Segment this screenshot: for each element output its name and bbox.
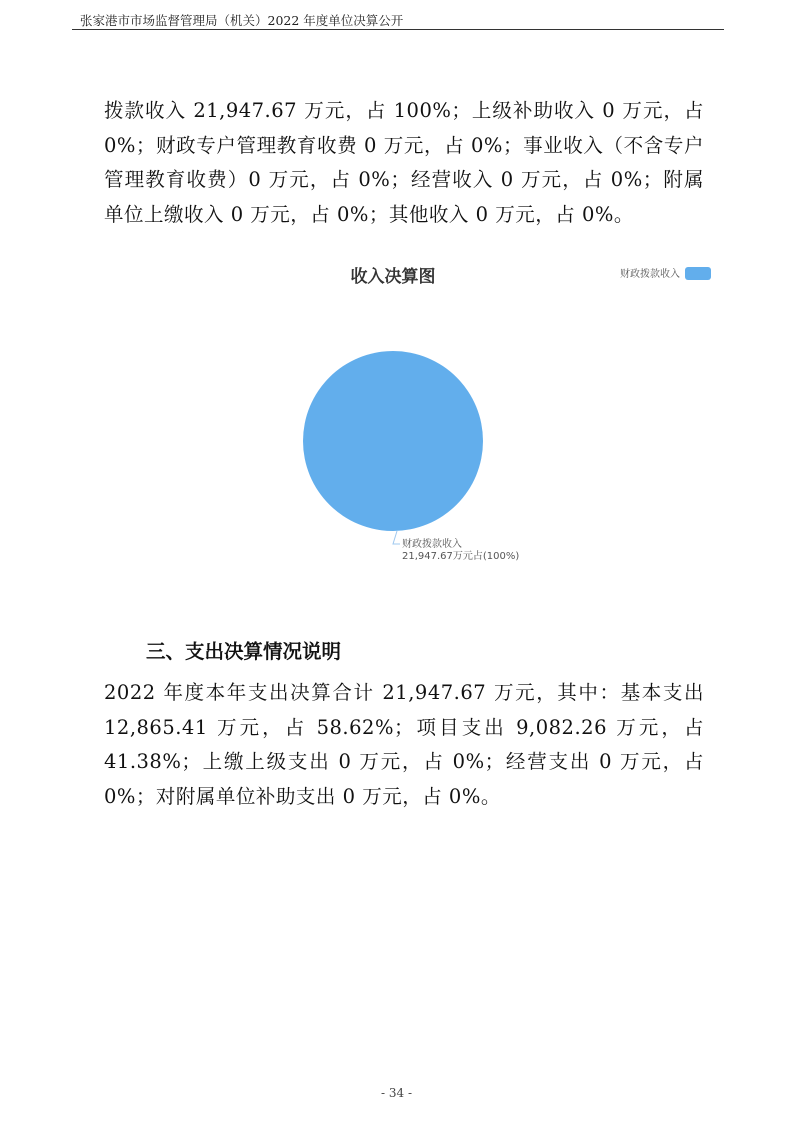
section-heading-expenditure: 三、支出决算情况说明 xyxy=(146,640,342,663)
pie-slice-0 xyxy=(303,351,483,531)
chart-title: 收入决算图 xyxy=(350,267,436,287)
legend-swatch xyxy=(685,267,711,280)
page-number: - 34 - xyxy=(380,1086,412,1100)
expenditure-paragraph: 2022 年度本年支出决算合计 21,947.67 万元，其中：基本支出 12,865.41 万元，占 58.62%；项目支出 9,082.26 万元，占 41.38%；上缴上级支出 0 万元，占 0%；经营支出 0 万元，占 0%；对附属单位补助支出 0 万元，占 0%。 xyxy=(104,681,704,808)
income-paragraph: 拨款收入 21,947.67 万元，占 100%；上级补助收入 0 万元，占 0%；财政专户管理教育收费 0 万元，占 0%；事业收入（不含专户管理教育收费）0 万元，占 0%；经营收入 0 万元，占 0%；附属单位上缴收入 0 万元，占 0%；其他收入 0 万元，占 0%。 xyxy=(104,99,704,226)
income-pie-chart xyxy=(0,258,793,568)
header-rule xyxy=(72,29,724,30)
data-label-name: 财政拨款收入 xyxy=(402,539,462,550)
pie-slices xyxy=(303,351,483,531)
legend-label: 财政拨款收入 xyxy=(620,269,680,280)
data-label-value: 21,947.67万元占(100%) xyxy=(402,551,520,562)
data-label-leader-line xyxy=(393,531,400,544)
document-header: 张家港市市场监督管理局（机关）2022 年度单位决算公开 xyxy=(80,13,404,28)
